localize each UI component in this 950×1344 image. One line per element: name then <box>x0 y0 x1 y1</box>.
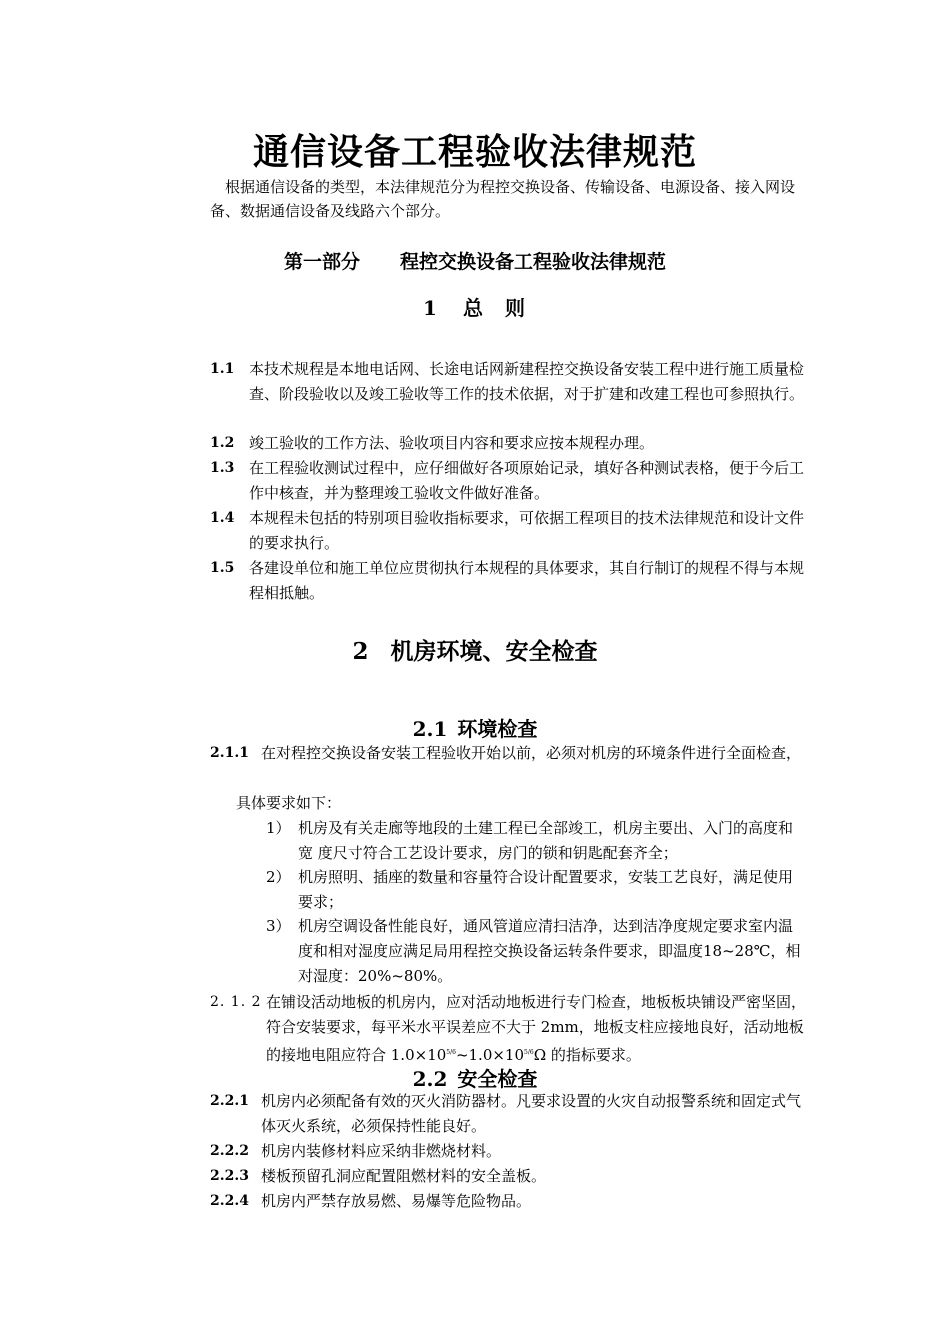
clause-text: 机房内装修材料应采纳非燃烧材料。 <box>261 1142 502 1160</box>
chapter-2-number: 2 <box>352 638 369 665</box>
clause-number: 2.2.4 <box>210 1193 249 1209</box>
chapter-1-title-char-2: 则 <box>504 296 527 320</box>
requirement-number: 3） <box>266 917 291 935</box>
clause-number: 2. 1. 2 <box>210 994 262 1010</box>
clause-text: 本技术规程是本地电话网、长途电话网新建程控交换设备安装工程中进行施工质量检查、阶段验收以及竣工验收等工作的技术依据，对于扩建和改建工程也可参照执行。 <box>249 360 805 403</box>
part-label: 第一部分 <box>283 251 360 273</box>
clause-number: 2.1.1 <box>210 745 249 761</box>
chapter-2-heading <box>0 633 950 666</box>
clause-1-2 <box>210 431 807 456</box>
part-heading <box>0 247 950 274</box>
clause-number: 1.5 <box>210 560 235 576</box>
clause-text: 在工程验收测试过程中，应仔细做好各项原始记录，填好各种测试表格，便于今后工作中核查，并为整理竣工验收文件做好准备。 <box>249 459 805 502</box>
clause-2-2-3 <box>210 1164 807 1189</box>
chapter-1-heading <box>0 292 950 321</box>
document-title: 通信设备工程验收法律规范 <box>252 131 697 173</box>
clause-number: 2.2.3 <box>210 1168 249 1184</box>
requirement-text: 机房及有关走廊等地段的土建工程已全部竣工，机房主要出、入门的高度和宽 度尺寸符合工艺设计要求，房门的锁和钥匙配套齐全； <box>298 819 794 862</box>
clause-1-5 <box>210 556 807 606</box>
clause-text: 各建设单位和施工单位应贯彻执行本规程的具体要求，其自行制订的规程不得与本规程相抵触。 <box>249 559 805 602</box>
chapter-1-number: 1 <box>423 296 439 320</box>
section-number: 2.1 <box>412 717 448 741</box>
part-name: 程控交换设备工程验收法律规范 <box>400 251 667 273</box>
section-title: 安全检查 <box>457 1067 538 1091</box>
clause-text: 竣工验收的工作方法、验收项目内容和要求应按本规程办理。 <box>249 434 655 452</box>
clause-2-1-1 <box>210 741 807 766</box>
requirement-item <box>266 865 807 915</box>
clause-number: 1.4 <box>210 510 235 526</box>
clause-text: 机房内必须配备有效的灭火消防器材。凡要求设置的火灾自动报警系统和固定式气体灭火系统，必须保持性能良好。 <box>261 1092 802 1135</box>
requirement-text: 机房空调设备性能良好，通风管道应清扫洁净，达到洁净度规定要求室内温度和相对湿度应满足局用程控交换设备运转条件要求，即温度18~28℃，相对湿度：20%~80%。 <box>298 917 801 985</box>
clause-2-2-2 <box>210 1139 807 1164</box>
clause-number: 1.2 <box>210 435 235 451</box>
clause-text-part: Ω 的指标要求。 <box>533 1046 641 1064</box>
section-title: 环境检查 <box>457 717 538 741</box>
section-number: 2.2 <box>412 1067 448 1091</box>
clause-text-part: ~1.0×10 <box>455 1046 525 1064</box>
clause-number: 2.2.2 <box>210 1143 249 1159</box>
clause-text: 楼板预留孔洞应配置阻燃材料的安全盖板。 <box>261 1167 547 1185</box>
clause-number: 1.1 <box>210 361 235 377</box>
chapter-1-title-char-1: 总 <box>462 296 485 320</box>
requirement-item <box>266 816 807 866</box>
requirement-number: 2） <box>266 868 291 886</box>
requirements-intro: 具体要求如下： <box>236 794 342 812</box>
requirement-item <box>266 914 807 989</box>
clause-2-2-1 <box>210 1089 807 1139</box>
intro-paragraph: 根据通信设备的类型，本法律规范分为程控交换设备、传输设备、电源设备、接入网设备、数据通信设备及线路六个部分。 <box>210 178 796 220</box>
requirement-number: 1） <box>266 819 291 837</box>
clause-number: 2.2.1 <box>210 1093 249 1109</box>
clause-text: 在对程控交换设备安装工程验收开始以前，必须对机房的环境条件进行全面检查， <box>261 744 802 762</box>
clause-2-2-4 <box>210 1189 807 1214</box>
exponent: 5/6 <box>446 1049 456 1056</box>
clause-2-1-2 <box>210 990 807 1068</box>
clause-1-4 <box>210 506 807 556</box>
clause-1-3 <box>210 456 807 506</box>
clause-number: 1.3 <box>210 460 235 476</box>
chapter-2-title: 机房环境、安全检查 <box>390 638 598 665</box>
section-2-2-heading <box>0 1063 950 1092</box>
requirement-text: 机房照明、插座的数量和容量符合设计配置要求，安装工艺良好，满足使用要求； <box>298 868 794 911</box>
section-2-1-heading <box>0 713 950 742</box>
exponent: 5/6 <box>524 1049 534 1056</box>
clause-text: 本规程未包括的特别项目验收指标要求，可依据工程项目的技术法律规范和设计文件的要求执行。 <box>249 509 805 552</box>
clause-text: 机房内严禁存放易燃、易爆等危险物品。 <box>261 1192 532 1210</box>
clause-text <box>266 990 807 1068</box>
clause-1-1 <box>210 357 807 407</box>
clause-text-part: 在铺设活动地板的机房内，应对活动地板进行专门检查，地板板块铺设严密坚固，符合安装要求，每平米水平误差应不大于 2mm，地板支柱应接地良好，活动地板的接地电阻应符合 1.0×10 <box>266 993 807 1064</box>
